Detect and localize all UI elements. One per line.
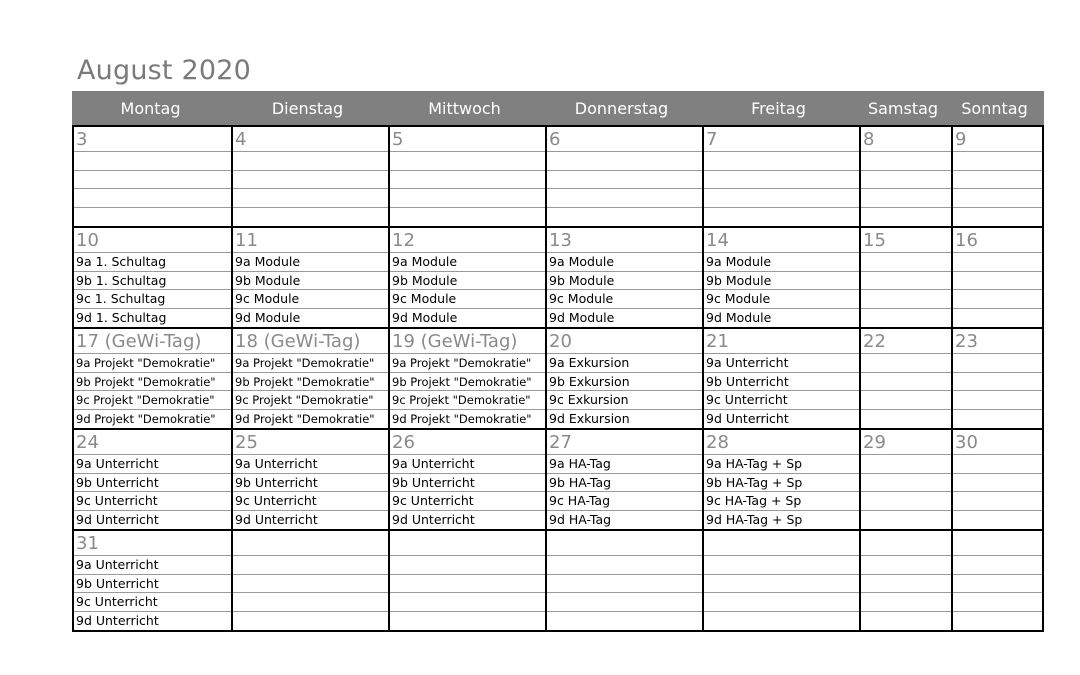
entry-line	[547, 556, 702, 575]
entry-line	[953, 556, 1042, 575]
day-cell[interactable]	[388, 127, 545, 226]
entry-line: 9b Projekt "Demokratie"	[390, 373, 545, 392]
entry-line: 9b Unterricht	[704, 373, 859, 392]
day-cell[interactable]	[545, 329, 702, 428]
entry-line: 9d Module	[235, 309, 301, 325]
entry-line	[861, 391, 951, 410]
entry-line	[547, 612, 702, 631]
calendar-title: August 2020	[77, 55, 251, 86]
day-number: 21	[704, 329, 859, 354]
entry-line: 9b Projekt "Demokratie"	[74, 373, 231, 392]
entry-line: 9d Module	[706, 309, 772, 325]
entry-line: 9b 1. Schultag	[74, 272, 231, 291]
entry-line: 9c Unterricht	[704, 391, 859, 410]
entry-line	[233, 593, 388, 612]
entry-line: 9d 1. Schultag	[76, 309, 167, 325]
entry-line	[953, 474, 1042, 493]
day-number	[861, 531, 951, 556]
entry-line: 9a Unterricht	[704, 354, 859, 373]
day-number: 4	[233, 127, 388, 152]
day-cell[interactable]	[231, 329, 388, 428]
entry-line	[390, 152, 545, 171]
entry-line	[953, 575, 1042, 594]
entry-line	[233, 189, 388, 208]
day-number: 12	[390, 228, 545, 253]
day-number: 31	[74, 531, 231, 556]
day-number: 24	[74, 430, 231, 455]
entry-line: 9b Module	[233, 272, 388, 291]
week-row	[74, 226, 1042, 327]
entry-line	[704, 612, 859, 631]
entry-line	[233, 171, 388, 190]
entry-line	[953, 290, 1042, 309]
entry-line	[861, 272, 951, 291]
entry-line	[953, 593, 1042, 612]
entry-line	[953, 455, 1042, 474]
day-cell[interactable]	[702, 531, 859, 630]
day-cell[interactable]	[702, 329, 859, 428]
entry-line: 9a Module	[390, 253, 545, 272]
day-cell[interactable]	[231, 228, 388, 327]
entry-line: 9d Exkursion	[549, 410, 630, 426]
day-cell[interactable]	[859, 329, 951, 428]
entry-line	[953, 272, 1042, 291]
entry-line	[953, 171, 1042, 190]
entry-line	[704, 208, 859, 227]
entry-line	[953, 152, 1042, 171]
day-cell[interactable]	[388, 329, 545, 428]
entry-line	[547, 152, 702, 171]
entry-line	[953, 492, 1042, 511]
entry-line: 9a Module	[547, 253, 702, 272]
entry-line: 9a Projekt "Demokratie"	[390, 354, 545, 373]
day-cell[interactable]	[951, 228, 1042, 327]
entry-line	[861, 511, 951, 530]
day-number: 13	[547, 228, 702, 253]
entry-line	[704, 593, 859, 612]
day-cell[interactable]	[74, 228, 231, 327]
weekday-thursday: Donnerstag	[574, 98, 669, 118]
entry-line	[704, 171, 859, 190]
entry-line: 9c Unterricht	[74, 593, 231, 612]
entry-line	[953, 253, 1042, 272]
entry-line	[861, 556, 951, 575]
day-number	[953, 531, 1042, 556]
entry-line	[861, 593, 951, 612]
entry-line	[547, 189, 702, 208]
entry-line: 9d Unterricht	[235, 511, 318, 527]
entry-line	[953, 511, 1042, 530]
day-cell[interactable]	[951, 127, 1042, 226]
entry-line	[233, 556, 388, 575]
day-cell[interactable]	[859, 228, 951, 327]
day-number: 28	[704, 430, 859, 455]
entry-line	[861, 152, 951, 171]
entry-line: 9c Module	[704, 290, 859, 309]
day-number: 6	[547, 127, 702, 152]
day-cell[interactable]	[231, 127, 388, 226]
entry-line	[953, 391, 1042, 410]
entry-line: 9d Unterricht	[76, 612, 159, 628]
day-cell[interactable]	[951, 430, 1042, 529]
day-number	[704, 531, 859, 556]
entry-line	[953, 189, 1042, 208]
entry-line	[233, 612, 388, 631]
day-cell[interactable]	[388, 228, 545, 327]
entry-line	[861, 492, 951, 511]
entry-line: 9a Projekt "Demokratie"	[74, 354, 231, 373]
entry-line	[390, 612, 545, 631]
week-row	[74, 428, 1042, 529]
day-number: 26	[390, 430, 545, 455]
entry-line	[861, 171, 951, 190]
entry-line: 9a 1. Schultag	[74, 253, 231, 272]
day-cell[interactable]	[951, 531, 1042, 630]
entry-line	[953, 373, 1042, 392]
entry-line: 9b Exkursion	[547, 373, 702, 392]
entry-line	[74, 208, 231, 227]
weekday-saturday: Samstag	[867, 98, 939, 118]
entry-line: 9c HA-Tag	[547, 492, 702, 511]
day-number: 18 (GeWi-Tag)	[233, 329, 388, 354]
day-cell[interactable]	[859, 127, 951, 226]
entry-line: 9c Module	[547, 290, 702, 309]
day-cell[interactable]	[702, 228, 859, 327]
entry-line	[861, 455, 951, 474]
day-cell[interactable]	[231, 430, 388, 529]
day-cell[interactable]	[74, 329, 231, 428]
calendar	[72, 91, 1044, 632]
entry-line	[233, 208, 388, 227]
entry-line: 9c Projekt "Demokratie"	[233, 391, 388, 410]
day-number: 22	[861, 329, 951, 354]
entry-line: 9d Projekt "Demokratie"	[76, 411, 216, 426]
entry-line: 9a Unterricht	[74, 455, 231, 474]
entry-line	[861, 208, 951, 227]
entry-line	[390, 556, 545, 575]
day-number: 16	[953, 228, 1042, 253]
entry-line	[953, 612, 1042, 631]
entry-line: 9c HA-Tag + Sp	[704, 492, 859, 511]
entry-line: 9d Unterricht	[706, 410, 789, 426]
entry-line: 9d Module	[549, 309, 615, 325]
day-number: 14	[704, 228, 859, 253]
entry-line: 9a Module	[704, 253, 859, 272]
entry-line: 9b Unterricht	[74, 474, 231, 493]
day-cell[interactable]	[702, 430, 859, 529]
entry-line	[547, 208, 702, 227]
day-cell[interactable]	[951, 329, 1042, 428]
day-cell[interactable]	[545, 127, 702, 226]
entry-line: 9b Unterricht	[390, 474, 545, 493]
day-number: 27	[547, 430, 702, 455]
entry-line: 9a Module	[233, 253, 388, 272]
entry-line: 9b Module	[547, 272, 702, 291]
week-row	[74, 127, 1042, 226]
day-number: 15	[861, 228, 951, 253]
day-number: 20	[547, 329, 702, 354]
day-cell[interactable]	[859, 430, 951, 529]
entry-line	[547, 575, 702, 594]
entry-line	[861, 575, 951, 594]
day-number: 29	[861, 430, 951, 455]
day-number: 3	[74, 127, 231, 152]
day-number	[390, 531, 545, 556]
day-number: 23	[953, 329, 1042, 354]
weekday-friday: Freitag	[751, 98, 806, 118]
entry-line	[861, 290, 951, 309]
entry-line	[547, 171, 702, 190]
weekday-wednesday: Mittwoch	[428, 98, 501, 118]
entry-line: 9b HA-Tag + Sp	[704, 474, 859, 493]
entry-line	[704, 575, 859, 594]
entry-line: 9d HA-Tag + Sp	[706, 511, 803, 527]
day-number: 8	[861, 127, 951, 152]
day-cell[interactable]	[388, 531, 545, 630]
day-cell[interactable]	[545, 531, 702, 630]
day-number: 19 (GeWi-Tag)	[390, 329, 545, 354]
entry-line	[233, 152, 388, 171]
entry-line: 9b Module	[390, 272, 545, 291]
entry-line	[861, 309, 951, 328]
entry-line: 9d Module	[392, 309, 458, 325]
entry-line	[861, 474, 951, 493]
entry-line: 9c Unterricht	[233, 492, 388, 511]
day-cell[interactable]	[231, 531, 388, 630]
entry-line: 9c Exkursion	[547, 391, 702, 410]
entry-line: 9d Unterricht	[392, 511, 475, 527]
day-cell[interactable]	[702, 127, 859, 226]
entry-line	[390, 171, 545, 190]
entry-line: 9b Unterricht	[233, 474, 388, 493]
week-row	[74, 327, 1042, 428]
entry-line: 9c 1. Schultag	[74, 290, 231, 309]
entry-line	[861, 189, 951, 208]
entry-line	[704, 152, 859, 171]
entry-line	[74, 189, 231, 208]
day-cell[interactable]	[74, 430, 231, 529]
day-number: 11	[233, 228, 388, 253]
entry-line: 9b Unterricht	[74, 575, 231, 594]
entry-line	[953, 208, 1042, 227]
weekday-sunday: Sonntag	[961, 98, 1028, 118]
week-row	[74, 529, 1042, 630]
entry-line: 9c Unterricht	[390, 492, 545, 511]
entry-line	[704, 556, 859, 575]
entry-line: 9d HA-Tag	[549, 511, 612, 527]
calendar-grid	[72, 125, 1044, 632]
entry-line	[861, 373, 951, 392]
day-number: 25	[233, 430, 388, 455]
entry-line: 9a Unterricht	[233, 455, 388, 474]
day-number: 10	[74, 228, 231, 253]
entry-line	[390, 189, 545, 208]
entry-line: 9c Projekt "Demokratie"	[74, 391, 231, 410]
entry-line	[704, 189, 859, 208]
entry-line	[390, 208, 545, 227]
entry-line	[861, 410, 951, 429]
day-cell[interactable]	[74, 127, 231, 226]
entry-line: 9a HA-Tag + Sp	[704, 455, 859, 474]
entry-line: 9a Projekt "Demokratie"	[233, 354, 388, 373]
entry-line	[74, 171, 231, 190]
entry-line: 9d Projekt "Demokratie"	[392, 411, 532, 426]
day-number: 30	[953, 430, 1042, 455]
entry-line: 9a Exkursion	[547, 354, 702, 373]
day-cell[interactable]	[859, 531, 951, 630]
entry-line	[547, 593, 702, 612]
entry-line: 9d Unterricht	[76, 511, 159, 527]
day-number: 5	[390, 127, 545, 152]
entry-line: 9c Unterricht	[74, 492, 231, 511]
entry-line	[861, 354, 951, 373]
entry-line: 9c Module	[233, 290, 388, 309]
day-cell[interactable]	[388, 430, 545, 529]
entry-line	[233, 575, 388, 594]
entry-line: 9a Unterricht	[74, 556, 231, 575]
entry-line	[390, 593, 545, 612]
entry-line	[861, 612, 951, 631]
day-number: 17 (GeWi-Tag)	[74, 329, 231, 354]
day-number	[547, 531, 702, 556]
entry-line: 9b Projekt "Demokratie"	[233, 373, 388, 392]
weekday-monday: Montag	[120, 98, 181, 118]
entry-line: 9b Module	[704, 272, 859, 291]
entry-line: 9c Projekt "Demokratie"	[390, 391, 545, 410]
entry-line	[953, 309, 1042, 328]
entry-line: 9a HA-Tag	[547, 455, 702, 474]
day-number: 9	[953, 127, 1042, 152]
weekday-tuesday: Dienstag	[271, 98, 344, 118]
entry-line	[861, 253, 951, 272]
weekday-header	[72, 91, 1044, 125]
day-number	[233, 531, 388, 556]
day-number: 7	[704, 127, 859, 152]
entry-line: 9b HA-Tag	[547, 474, 702, 493]
entry-line: 9c Module	[390, 290, 545, 309]
entry-line	[390, 575, 545, 594]
entry-line: 9d Projekt "Demokratie"	[235, 411, 375, 426]
entry-line	[953, 354, 1042, 373]
entry-line: 9a Unterricht	[390, 455, 545, 474]
entry-line	[953, 410, 1042, 429]
day-cell[interactable]	[545, 228, 702, 327]
day-cell[interactable]	[545, 430, 702, 529]
day-cell[interactable]	[74, 531, 231, 630]
entry-line	[74, 152, 231, 171]
